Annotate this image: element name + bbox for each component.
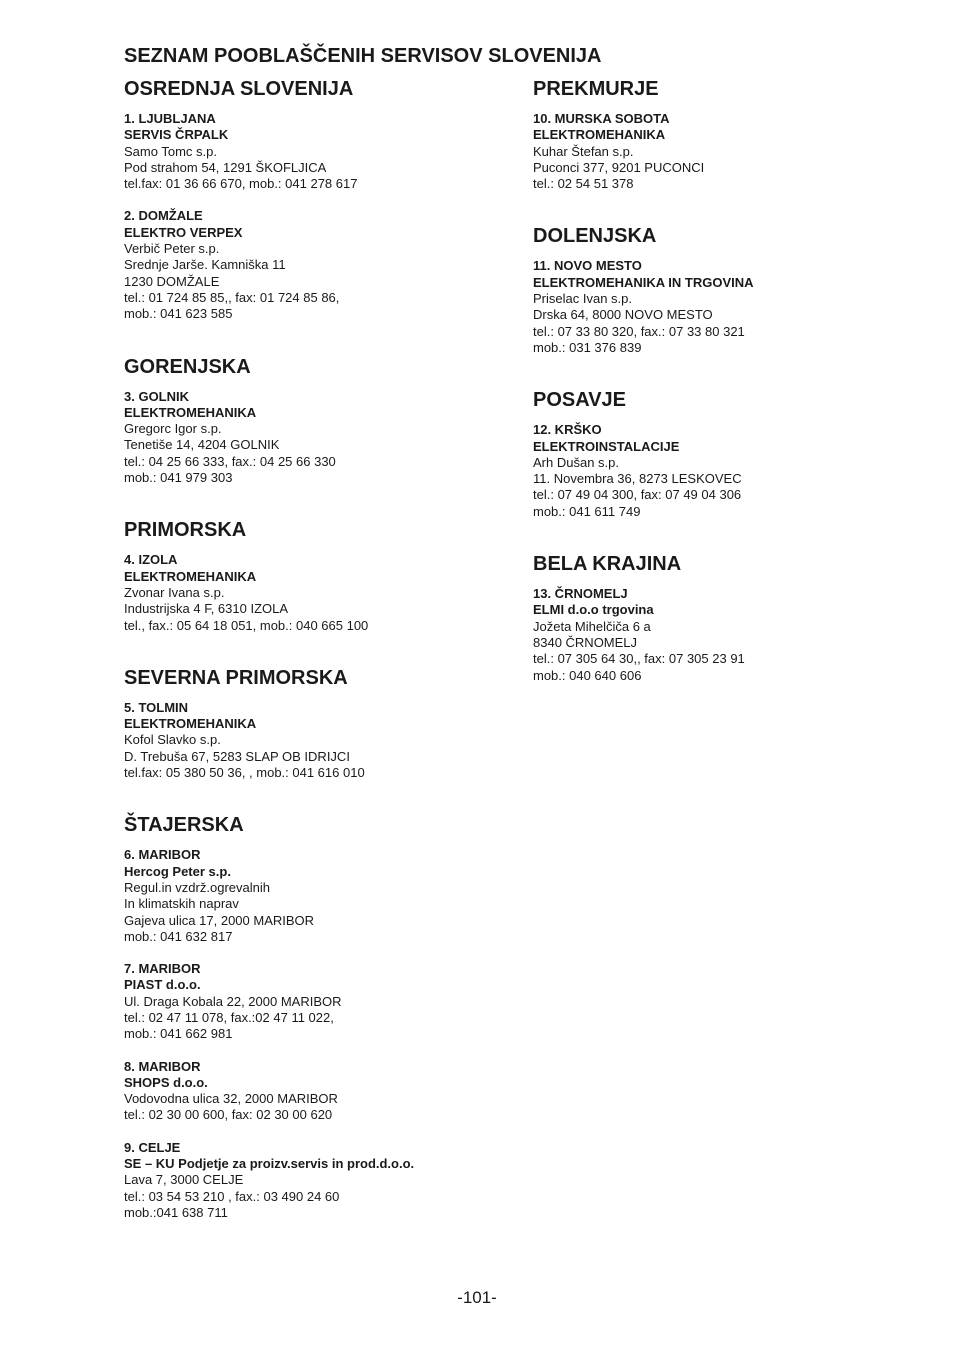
entry-location: 11. NOVO MESTO [533, 258, 642, 274]
entry-detail-line: Industrijska 4 F, 6310 IZOLA [124, 601, 289, 617]
right-column [533, 77, 913, 684]
region-title: POSAVJE [533, 389, 626, 412]
entry-company: PIAST d.o.o. [124, 977, 201, 993]
entry-company: ELMI d.o.o trgovina [533, 602, 654, 618]
entry-detail-line: mob.: 031 376 839 [533, 339, 642, 355]
region-title: GORENJSKA [124, 355, 251, 378]
entry-company: ELEKTROMEHANIKA [124, 568, 257, 584]
left-column [124, 77, 524, 1221]
region-primorska [124, 518, 524, 633]
entry-company: ELEKTROMEHANIKA [533, 127, 666, 143]
service-entry [533, 422, 913, 520]
entry-detail-line: Pod strahom 54, 1291 ŠKOFLJICA [124, 159, 327, 175]
service-entry [533, 586, 913, 684]
entry-detail-line: tel.: 03 54 53 210 , fax.: 03 490 24 60 [124, 1188, 340, 1204]
page-title: SEZNAM POOBLAŠČENIH SERVISOV SLOVENIJA [124, 45, 602, 67]
service-list [124, 847, 524, 1221]
entry-detail-line: 1230 DOMŽALE [124, 273, 220, 289]
entry-location: 10. MURSKA SOBOTA [533, 111, 670, 126]
entry-detail-line: tel.fax: 05 380 50 36, , mob.: 041 616 010 [124, 765, 365, 781]
entry-detail-line: Gajeva ulica 17, 2000 MARIBOR [124, 912, 315, 928]
service-entry [124, 208, 524, 322]
entry-detail-line: 8340 ČRNOMELJ [533, 634, 638, 650]
entry-detail-line: tel., fax.: 05 64 18 051, mob.: 040 665 100 [124, 617, 369, 633]
region-title: DOLENJSKA [533, 225, 657, 248]
region-title: PRIMORSKA [124, 519, 247, 542]
entry-location: 8. MARIBOR [124, 1058, 201, 1074]
service-list [124, 552, 524, 633]
entry-detail-line: Zvonar Ivana s.p. [124, 584, 225, 600]
entry-detail-line: Drska 64, 8000 NOVO MESTO [533, 307, 713, 323]
region-bela-krajina [533, 552, 913, 684]
entry-company: SE – KU Podjetje za proizv.servis in prod.d.o.o. [124, 1156, 415, 1172]
service-entry [124, 389, 524, 487]
entry-detail-line: mob.: 040 640 606 [533, 667, 642, 683]
entry-detail-line: mob.: 041 611 749 [533, 503, 641, 519]
entry-location: 12. KRŠKO [533, 422, 602, 438]
entry-detail-line: tel.: 02 54 51 378 [533, 176, 634, 192]
region-title: BELA KRAJINA [533, 553, 682, 576]
entry-detail-line: mob.: 041 632 817 [124, 928, 233, 944]
entry-company: SERVIS ČRPALK [124, 127, 229, 143]
page-number: -101- [457, 1288, 497, 1307]
entry-detail-line: mob.: 041 623 585 [124, 306, 233, 322]
region-stajerska [124, 813, 524, 1221]
entry-detail-line: Samo Tomc s.p. [124, 143, 217, 159]
service-list [124, 111, 524, 323]
entry-location: 2. DOMŽALE [124, 208, 203, 224]
entry-detail-line: tel.: 01 724 85 85,, fax: 01 724 85 86, [124, 289, 340, 305]
entry-location: 6. MARIBOR [124, 847, 201, 863]
region-dolenjska [533, 224, 913, 356]
service-entry [124, 847, 524, 945]
entry-detail-line: mob.: 041 662 981 [124, 1026, 233, 1042]
entry-detail-line: Srednje Jarše. Kamniška 11 [124, 257, 286, 273]
entry-detail-line: Jožeta Mihelčiča 6 a [533, 618, 651, 634]
entry-detail-line: Gregorc Igor s.p. [124, 421, 222, 437]
region-severna-primorska [124, 666, 524, 781]
entry-detail-line: tel.: 07 305 64 30,, fax: 07 305 23 91 [533, 651, 745, 667]
entry-detail-line: D. Trebuša 67, 5283 SLAP OB IDRIJCI [124, 748, 350, 764]
entry-detail-line: Tenetiše 14, 4204 GOLNIK [124, 437, 280, 453]
service-entry [533, 111, 913, 192]
entry-detail-line: tel.: 02 47 11 078, fax.:02 47 11 022, [124, 1009, 334, 1025]
entry-detail-line: Ul. Draga Kobala 22, 2000 MARIBOR [124, 993, 342, 1009]
region-title: ŠTAJERSKA [124, 814, 244, 837]
entry-detail-line: tel.: 07 33 80 320, fax.: 07 33 80 321 [533, 323, 745, 339]
region-title: SEVERNA PRIMORSKA [124, 666, 348, 689]
service-list [533, 422, 913, 520]
service-entry [124, 552, 524, 633]
entry-detail-line: Arh Dušan s.p. [533, 454, 619, 470]
entry-location: 4. IZOLA [124, 552, 178, 568]
entry-detail-line: mob.:041 638 711 [124, 1204, 228, 1220]
entry-detail-line: tel.fax: 01 36 66 670, mob.: 041 278 617 [124, 176, 358, 192]
entry-detail-line: Kuhar Štefan s.p. [533, 143, 634, 159]
entry-company: ELEKTRO VERPEX [124, 224, 243, 240]
entry-detail-line: tel.: 02 30 00 600, fax: 02 30 00 620 [124, 1107, 333, 1123]
region-osrednja-slovenija [124, 77, 524, 323]
entry-location: 3. GOLNIK [124, 388, 190, 404]
entry-detail-line: Puconci 377, 9201 PUCONCI [533, 159, 705, 175]
entry-company: ELEKTROINSTALACIJE [533, 438, 680, 454]
service-entry [124, 961, 524, 1042]
entry-company: ELEKTROMEHANIKA IN TRGOVINA [533, 274, 754, 290]
service-entry [533, 258, 913, 356]
service-entry [124, 111, 524, 192]
entry-detail-line: Regul.in vzdrž.ogrevalnih [124, 879, 270, 895]
region-prekmurje [533, 77, 913, 192]
entry-detail-line: tel.: 04 25 66 333, fax.: 04 25 66 330 [124, 453, 336, 469]
entry-location: 1. LJUBLJANA [124, 111, 216, 126]
entry-detail-line: Priselac Ivan s.p. [533, 291, 632, 307]
entry-location: 7. MARIBOR [124, 961, 201, 977]
service-entry [124, 1140, 524, 1221]
service-list [124, 389, 524, 487]
entry-company: Hercog Peter s.p. [124, 863, 231, 879]
entry-detail-line: tel.: 07 49 04 300, fax: 07 49 04 306 [533, 487, 742, 503]
entry-detail-line: 11. Novembra 36, 8273 LESKOVEC [533, 471, 742, 487]
entry-company: ELEKTROMEHANIKA [124, 716, 257, 732]
service-list [533, 258, 913, 356]
service-list [533, 586, 913, 684]
region-gorenjska [124, 355, 524, 487]
entry-company: ELEKTROMEHANIKA [124, 404, 257, 420]
service-list [124, 700, 524, 781]
entry-detail-line: Vodovodna ulica 32, 2000 MARIBOR [124, 1091, 338, 1107]
entry-detail-line: Lava 7, 3000 CELJE [124, 1172, 244, 1188]
region-posavje [533, 388, 913, 520]
entry-detail-line: Verbič Peter s.p. [124, 241, 220, 257]
entry-location: 13. ČRNOMELJ [533, 586, 628, 602]
entry-detail-line: In klimatskih naprav [124, 896, 239, 912]
entry-detail-line: Kofol Slavko s.p. [124, 732, 221, 748]
entry-location: 5. TOLMIN [124, 699, 189, 715]
service-entry [124, 700, 524, 781]
entry-company: SHOPS d.o.o. [124, 1074, 208, 1090]
region-title: PREKMURJE [533, 78, 659, 100]
entry-detail-line: mob.: 041 979 303 [124, 470, 233, 486]
service-list [533, 111, 913, 192]
entry-location: 9. CELJE [124, 1139, 181, 1155]
region-title: OSREDNJA SLOVENIJA [124, 78, 354, 100]
service-entry [124, 1059, 524, 1124]
